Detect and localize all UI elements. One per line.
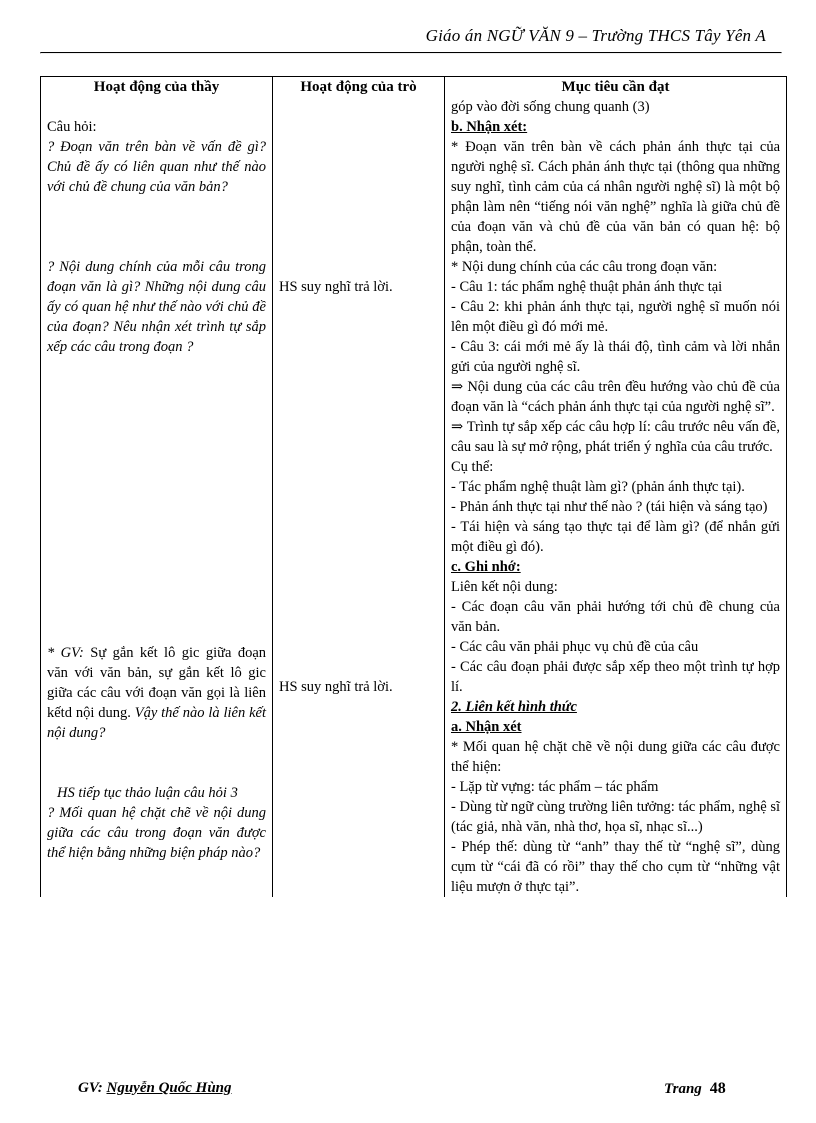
gv-note	[47, 643, 266, 743]
header-divider	[40, 52, 782, 54]
table-row	[41, 97, 787, 897]
goal-para-1: * Đoạn văn trên bàn về cách phản ánh thực tại của người nghệ sĩ. Cách phản ánh thực tại (thông qua những suy nghĩ, tình cảm của cá nhân người nghệ sĩ) là một bộ phận làm nên “tiếng nói văn nghệ” nghĩa là giữa chủ đề của đoạn văn và chủ đề của văn bản có quan hệ: bộ phận, toàn thể.	[451, 139, 780, 255]
footer-teacher	[78, 1080, 232, 1097]
rule-3: - Các câu đoạn phải được sắp xếp theo một trình tự hợp lí.	[451, 659, 780, 695]
goals-cell	[445, 97, 787, 897]
footer-teacher-name: Nguyễn Quốc Hùng	[106, 1080, 232, 1096]
form-point-2: - Lặp từ vựng: tác phẩm – tác phẩm	[451, 779, 659, 795]
page-header-title: Giáo án NGỮ VĂN 9 – Trường THCS Tây Yên A	[425, 26, 766, 45]
footer-page-label: Trang	[664, 1081, 702, 1097]
page-number: 48	[709, 1080, 726, 1097]
rule-2: - Các câu văn phải phục vụ chủ đề của câu	[451, 639, 699, 655]
gv-prefix: * GV:	[47, 645, 84, 661]
content-link-label: Liên kết nội dung:	[451, 579, 558, 595]
heading-b-nhan-xet: b. Nhận xét:	[451, 119, 528, 135]
teacher-activity-cell	[41, 97, 273, 897]
table-header-row	[41, 77, 787, 98]
question-1: ? Đoạn văn trên bàn về vấn đề gì? Chủ đề ấy có liên quan như thế nào với chủ đề chung của văn bản?	[47, 139, 266, 195]
goal-sentence-2: - Câu 2: khi phản ánh thực tại, người nghệ sĩ muốn nói lên một điều gì đó mới mẻ.	[451, 299, 780, 335]
goal-detail-1: - Tác phẩm nghệ thuật làm gì? (phản ánh thực tại).	[451, 479, 745, 495]
question-2: ? Nội dung chính của mỗi câu trong đoạn văn là gì? Những nội dung câu ấy có quan hệ như thế nào với chủ đề của đoạn? Nêu nhận xét trình tự sắp xếp các câu trong đoạn ?	[47, 259, 266, 355]
column-header-student: Hoạt động của trò	[273, 77, 445, 98]
goal-conclusion-2: ⇒ Trình tự sắp xếp các câu hợp lí: câu trước nêu vấn đề, câu sau là sự mở rộng, phát triển ý nghĩa của câu trước.	[451, 419, 780, 455]
goal-detail-label: Cụ thể:	[451, 459, 494, 475]
student-activity-cell	[273, 97, 445, 897]
student-answer-2: HS suy nghĩ trả lời.	[279, 679, 393, 695]
student-answer-1: HS suy nghĩ trả lời.	[279, 279, 393, 295]
goal-sentence-1: - Câu 1: tác phẩm nghệ thuật phản ánh thực tại	[451, 279, 723, 295]
question-3: ? Mối quan hệ chặt chẽ về nội dung giữa các câu trong đoạn văn được thể hiện bằng những biện pháp nào?	[47, 805, 266, 861]
heading-a-nhan-xet: a. Nhận xét	[451, 719, 522, 735]
column-header-goals: Mục tiêu cần đạt	[445, 77, 787, 98]
heading-c-ghi-nho: c. Ghi nhớ:	[451, 559, 521, 575]
hs-discuss-note: HS tiếp tục thảo luận câu hỏi 3	[57, 785, 238, 801]
heading-2-lien-ket-hinh-thuc: 2. Liên kết hình thức	[451, 699, 577, 715]
form-point-4: - Phép thế: dùng từ “anh” thay thế từ “nghệ sĩ”, dùng cụm từ “cái đã có rồi” thay thế cho cụm từ “những vật liệu mượn ở thực tại”.	[451, 839, 780, 895]
gv-question: Vậy thế nào là liên kết nội dung?	[47, 705, 266, 741]
goal-detail-3: - Tái hiện và sáng tạo thực tại để làm gì? (để nhắn gửi một điều gì đó).	[451, 519, 780, 555]
goal-line-top: góp vào đời sống chung quanh (3)	[451, 99, 650, 115]
goal-detail-2: - Phản ánh thực tại như thế nào ? (tái hiện và sáng tạo)	[451, 499, 768, 515]
question-label: Câu hỏi:	[47, 119, 97, 135]
rule-1: - Các đoạn câu văn phải hướng tới chủ đề chung của văn bản.	[451, 599, 780, 635]
gv-text: Sự gắn kết lô gic giữa đoạn văn với văn bản, sự gắn kết lô gic giữa các câu với đoạn văn gọi là liên kếtd nội dung.	[47, 645, 267, 721]
goal-sentence-3: - Câu 3: cái mới mẻ ấy là thái độ, tình cảm và lời nhắn gửi của người nghệ sĩ.	[451, 339, 780, 375]
goal-conclusion-1: ⇒ Nội dung của các câu trên đều hướng vào chủ đề của đoạn văn là “cách phản ánh thực tại của người nghệ sĩ”.	[451, 379, 780, 415]
footer-page	[664, 1080, 726, 1098]
form-point-1: * Mối quan hệ chặt chẽ về nội dung giữa các câu được thể hiện:	[451, 739, 780, 775]
goal-para-2: * Nội dung chính của các câu trong đoạn văn:	[451, 259, 718, 275]
form-point-3: - Dùng từ ngữ cùng trường liên tưởng: tác phẩm, nghệ sĩ (tác giả, nhà văn, nhà thơ, họa sĩ, nhạc sĩ...)	[451, 799, 780, 835]
footer-teacher-label: GV:	[78, 1080, 103, 1096]
column-header-teacher: Hoạt động của thầy	[41, 77, 273, 98]
lesson-table	[40, 76, 787, 897]
